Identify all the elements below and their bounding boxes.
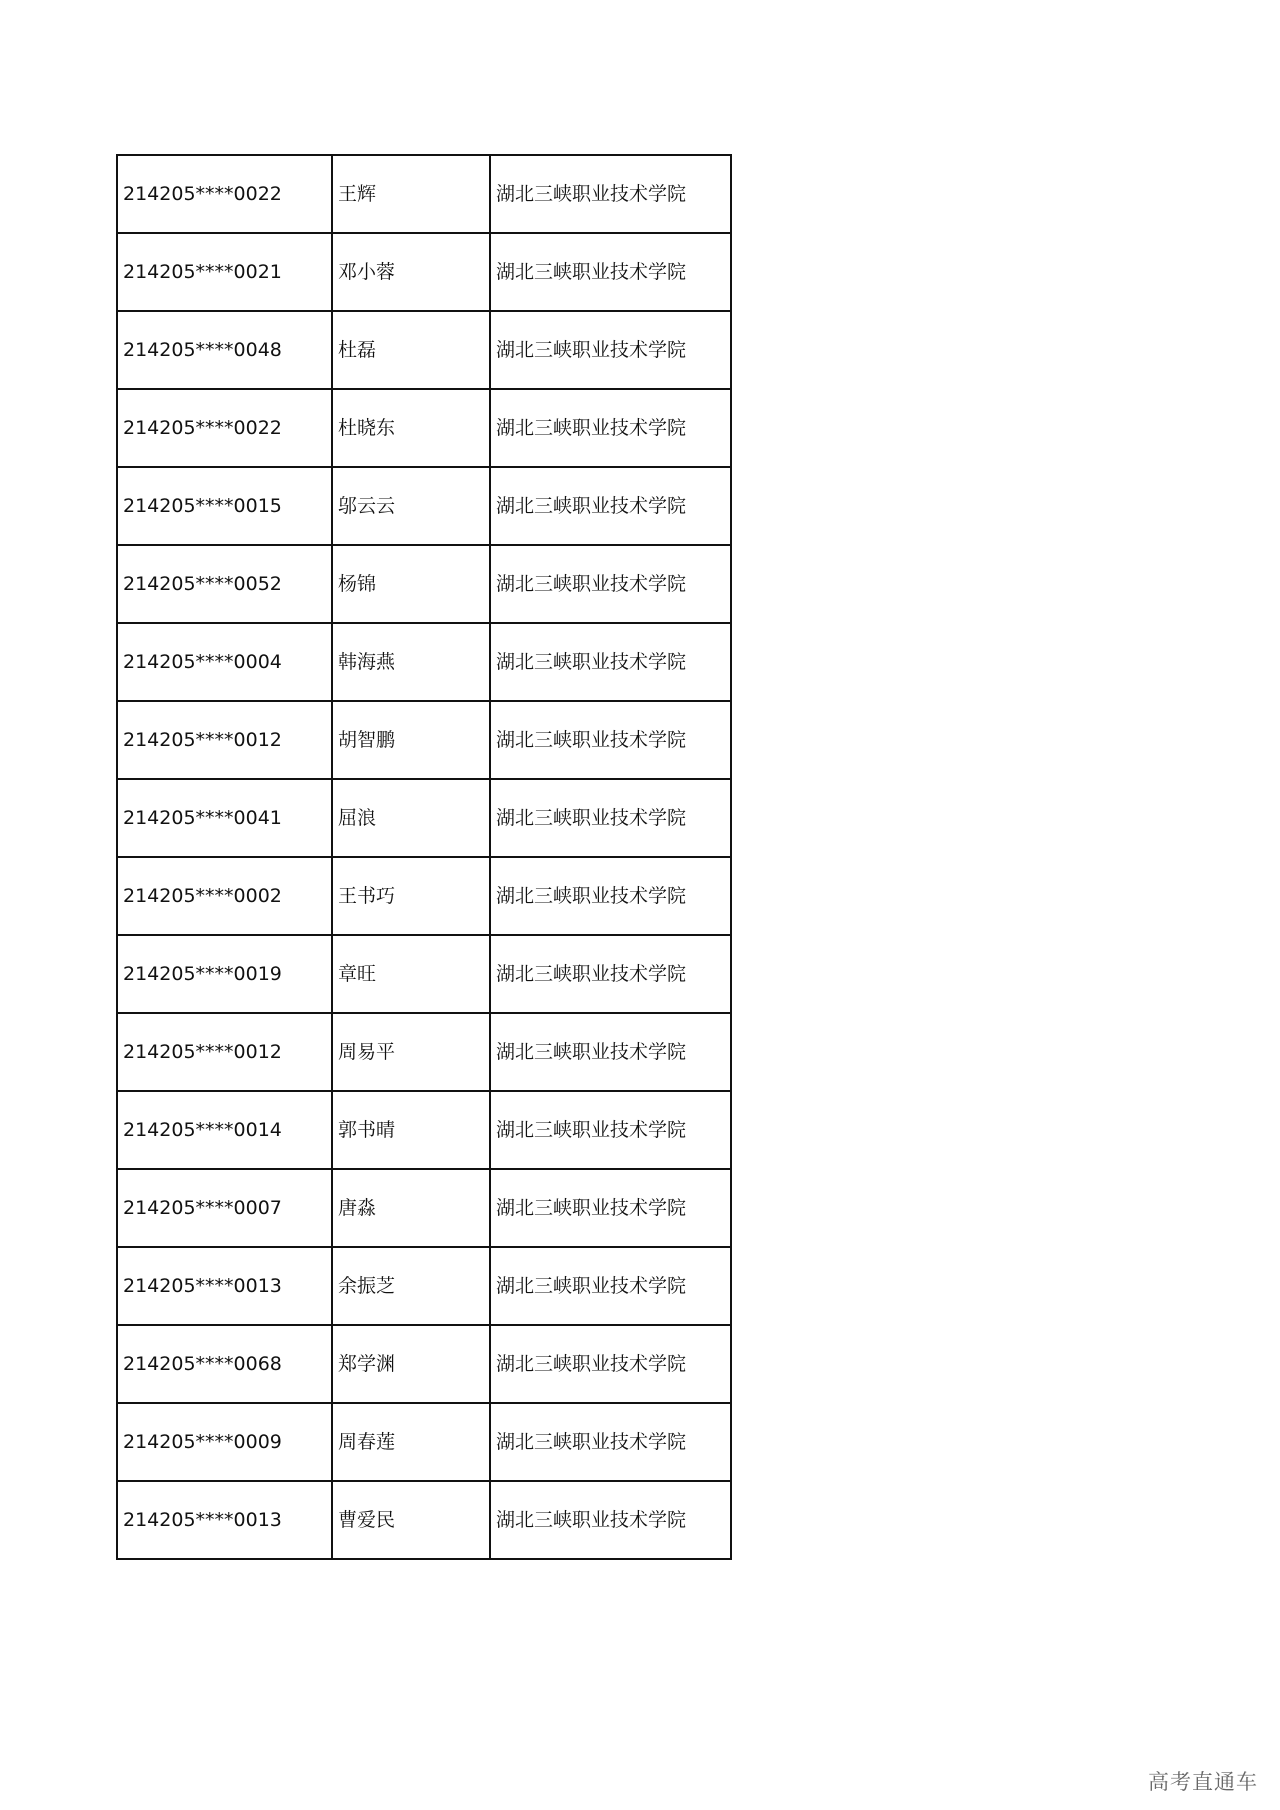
cell-student-id: 214205****0007 — [117, 1169, 332, 1247]
cell-name: 邬云云 — [332, 467, 490, 545]
cell-student-id: 214205****0021 — [117, 233, 332, 311]
table-row — [117, 1403, 731, 1481]
table-row — [117, 701, 731, 779]
cell-student-id: 214205****0013 — [117, 1481, 332, 1559]
cell-school: 湖北三峡职业技术学院 — [490, 155, 731, 233]
cell-school: 湖北三峡职业技术学院 — [490, 311, 731, 389]
table-row — [117, 1325, 731, 1403]
table-row — [117, 779, 731, 857]
cell-school: 湖北三峡职业技术学院 — [490, 1247, 731, 1325]
cell-student-id: 214205****0068 — [117, 1325, 332, 1403]
cell-name: 郑学渊 — [332, 1325, 490, 1403]
cell-name: 郭书晴 — [332, 1091, 490, 1169]
roster-table — [116, 154, 732, 1560]
table-row — [117, 545, 731, 623]
cell-school: 湖北三峡职业技术学院 — [490, 1481, 731, 1559]
table-row — [117, 1247, 731, 1325]
cell-student-id: 214205****0014 — [117, 1091, 332, 1169]
roster-sheet — [116, 154, 730, 1560]
cell-student-id: 214205****0012 — [117, 1013, 332, 1091]
table-row — [117, 467, 731, 545]
cell-name: 杜磊 — [332, 311, 490, 389]
cell-student-id: 214205****0013 — [117, 1247, 332, 1325]
cell-school: 湖北三峡职业技术学院 — [490, 779, 731, 857]
cell-school: 湖北三峡职业技术学院 — [490, 1169, 731, 1247]
table-row — [117, 935, 731, 1013]
cell-school: 湖北三峡职业技术学院 — [490, 1325, 731, 1403]
table-row — [117, 623, 731, 701]
cell-name: 唐淼 — [332, 1169, 490, 1247]
cell-student-id: 214205****0004 — [117, 623, 332, 701]
cell-student-id: 214205****0009 — [117, 1403, 332, 1481]
cell-name: 王书巧 — [332, 857, 490, 935]
table-row — [117, 155, 731, 233]
cell-school: 湖北三峡职业技术学院 — [490, 545, 731, 623]
cell-student-id: 214205****0022 — [117, 389, 332, 467]
table-row — [117, 233, 731, 311]
cell-name: 余振芝 — [332, 1247, 490, 1325]
cell-student-id: 214205****0052 — [117, 545, 332, 623]
cell-name: 韩海燕 — [332, 623, 490, 701]
cell-name: 曹爱民 — [332, 1481, 490, 1559]
cell-student-id: 214205****0041 — [117, 779, 332, 857]
cell-name: 邓小蓉 — [332, 233, 490, 311]
roster-table-body — [117, 155, 731, 1559]
cell-school: 湖北三峡职业技术学院 — [490, 1403, 731, 1481]
cell-student-id: 214205****0019 — [117, 935, 332, 1013]
table-row — [117, 1481, 731, 1559]
cell-school: 湖北三峡职业技术学院 — [490, 1013, 731, 1091]
cell-student-id: 214205****0022 — [117, 155, 332, 233]
cell-school: 湖北三峡职业技术学院 — [490, 857, 731, 935]
cell-school: 湖北三峡职业技术学院 — [490, 623, 731, 701]
cell-student-id: 214205****0002 — [117, 857, 332, 935]
cell-name: 屈浪 — [332, 779, 490, 857]
cell-school: 湖北三峡职业技术学院 — [490, 467, 731, 545]
cell-name: 杨锦 — [332, 545, 490, 623]
cell-name: 胡智鹏 — [332, 701, 490, 779]
watermark-text: 高考直通车 — [1148, 1770, 1258, 1794]
cell-school: 湖北三峡职业技术学院 — [490, 1091, 731, 1169]
cell-school: 湖北三峡职业技术学院 — [490, 389, 731, 467]
cell-school: 湖北三峡职业技术学院 — [490, 701, 731, 779]
cell-name: 杜晓东 — [332, 389, 490, 467]
cell-name: 章旺 — [332, 935, 490, 1013]
table-row — [117, 1091, 731, 1169]
cell-student-id: 214205****0015 — [117, 467, 332, 545]
table-row — [117, 311, 731, 389]
cell-name: 周易平 — [332, 1013, 490, 1091]
cell-name: 周春莲 — [332, 1403, 490, 1481]
table-row — [117, 1169, 731, 1247]
table-row — [117, 389, 731, 467]
cell-school: 湖北三峡职业技术学院 — [490, 233, 731, 311]
cell-school: 湖北三峡职业技术学院 — [490, 935, 731, 1013]
cell-student-id: 214205****0012 — [117, 701, 332, 779]
table-row — [117, 1013, 731, 1091]
cell-name: 王辉 — [332, 155, 490, 233]
cell-student-id: 214205****0048 — [117, 311, 332, 389]
table-row — [117, 857, 731, 935]
